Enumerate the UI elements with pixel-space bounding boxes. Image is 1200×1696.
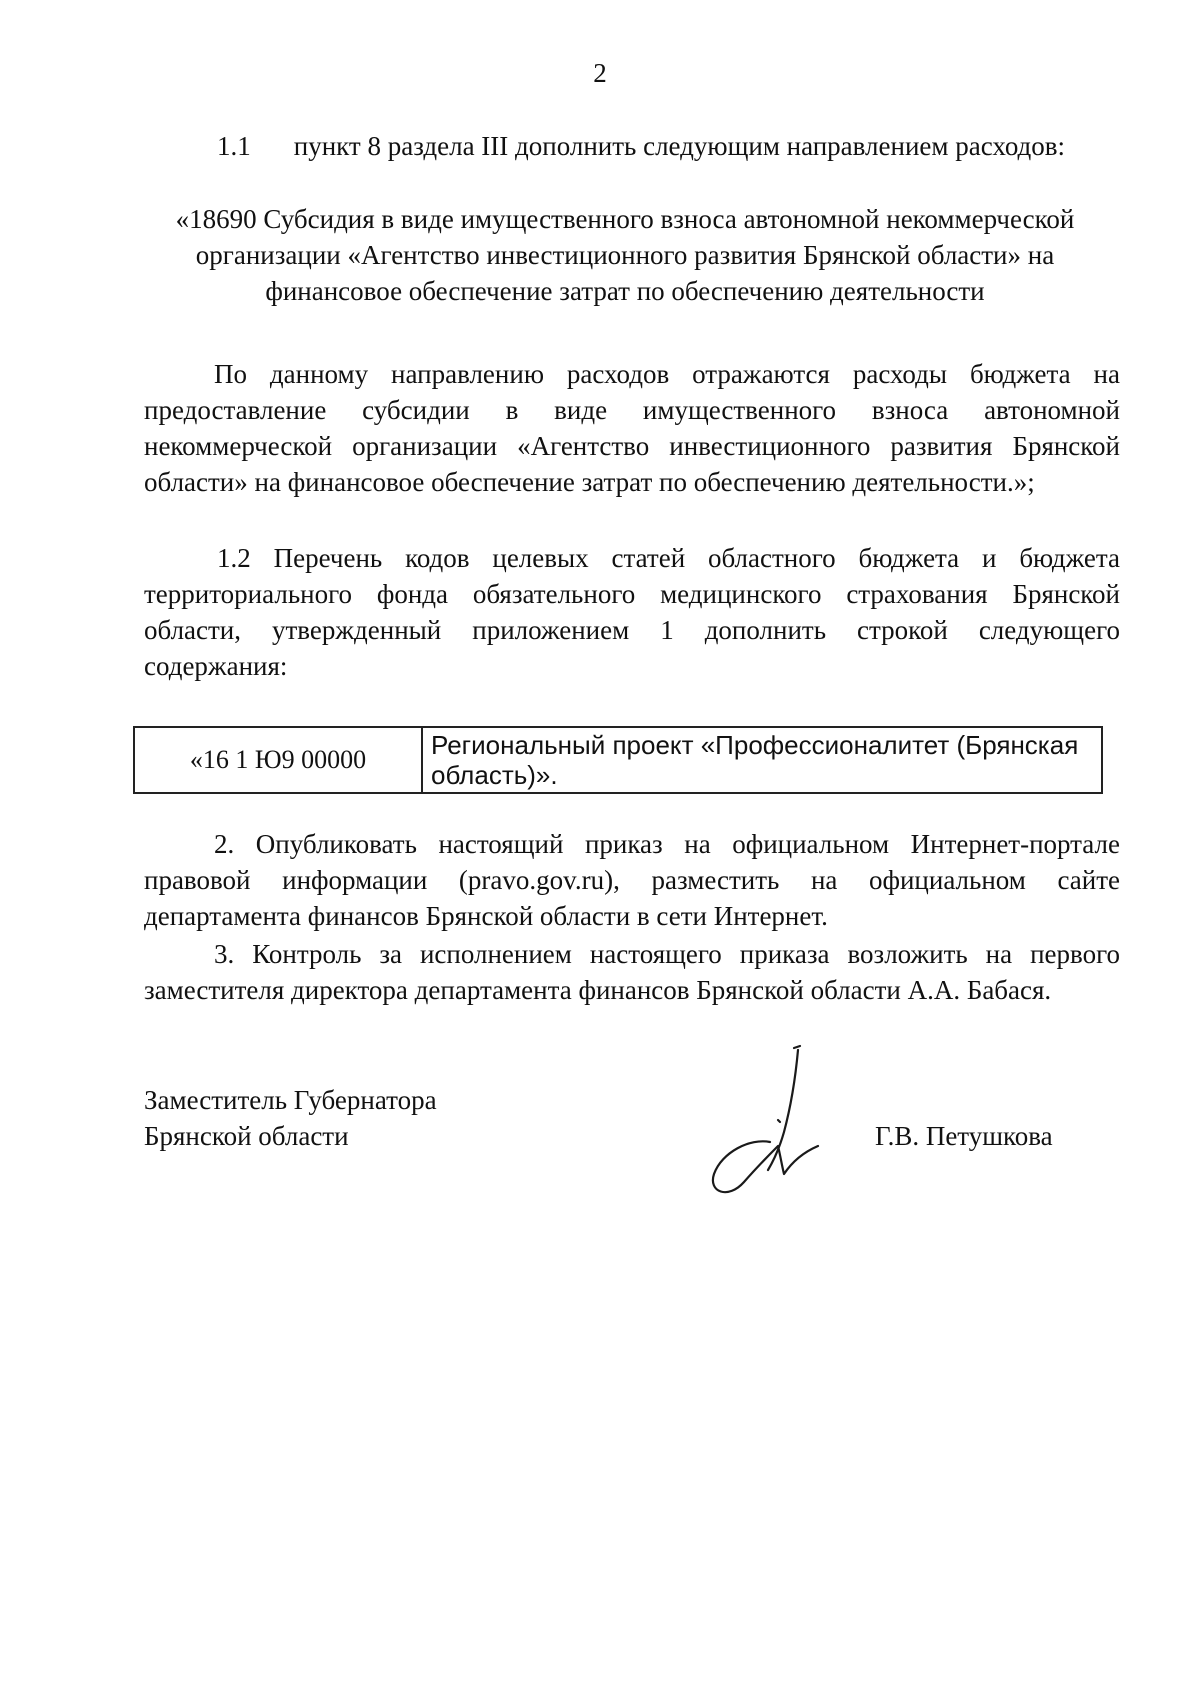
handwritten-signature (700, 1042, 830, 1202)
paragraph-line: области, утвержденный приложением 1 дополнить строкой следующего (144, 615, 1120, 645)
item-1-1-number: 1.1 (217, 131, 251, 161)
paragraph-line: содержания: (144, 651, 288, 681)
signatory-position-line: Заместитель Губернатора (144, 1085, 437, 1115)
item-1-1-text: пункт 8 раздела III дополнить следующим направлением расходов: (293, 131, 1066, 161)
paragraph-line: области» на финансовое обеспечение затрат по обеспечению деятельности.»; (144, 467, 1035, 497)
target-description-cell: Региональный проект «Профессионалитет (Брянская область)». (422, 727, 1102, 793)
paragraph-line: правовой информации (pravo.gov.ru), разместить на официальном сайте (144, 865, 1120, 895)
heading-line: финансовое обеспечение затрат по обеспечению деятельности (265, 276, 985, 306)
heading-line: «18690 Субсидия в виде имущественного взноса автономной некоммерческой (175, 204, 1075, 234)
table-row (134, 727, 1102, 793)
heading-line: организации «Агентство инвестиционного развития Брянской области» на (195, 240, 1055, 270)
paragraph-line: 1.2 Перечень кодов целевых статей областного бюджета и бюджета (217, 543, 1120, 573)
paragraph-line: предоставление субсидии в виде имущественного взноса автономной (144, 395, 1120, 425)
signatory-name: Г.В. Петушкова (875, 1121, 1053, 1151)
item-2 (144, 826, 1120, 934)
item-1-1 (217, 128, 1065, 164)
paragraph-line: территориального фонда обязательного медицинского страхования Брянской (144, 579, 1120, 609)
paragraph-line: департамента финансов Брянской области в сети Интернет. (144, 901, 828, 931)
target-codes-table (133, 726, 1103, 794)
item-1-2 (144, 540, 1120, 684)
expense-direction-heading (130, 201, 1120, 309)
signatory-position-line: Брянской области (144, 1121, 349, 1151)
page-number: 2 (593, 58, 607, 88)
paragraph-line: заместителя директора департамента финансов Брянской области А.А. Бабася. (144, 975, 1052, 1005)
paragraph-line: 3. Контроль за исполнением настоящего приказа возложить на первого (214, 939, 1120, 969)
paragraph-line: некоммерческой организации «Агентство инвестиционного развития Брянской (144, 431, 1120, 461)
item-3 (144, 936, 1120, 1008)
paragraph-line: По данному направлению расходов отражаются расходы бюджета на (214, 359, 1120, 389)
expense-direction-description (144, 356, 1120, 500)
paragraph-line: 2. Опубликовать настоящий приказ на официальном Интернет-портале (214, 829, 1120, 859)
signatory-position (144, 1082, 437, 1154)
target-code-cell: «16 1 Ю9 00000 (134, 727, 422, 793)
